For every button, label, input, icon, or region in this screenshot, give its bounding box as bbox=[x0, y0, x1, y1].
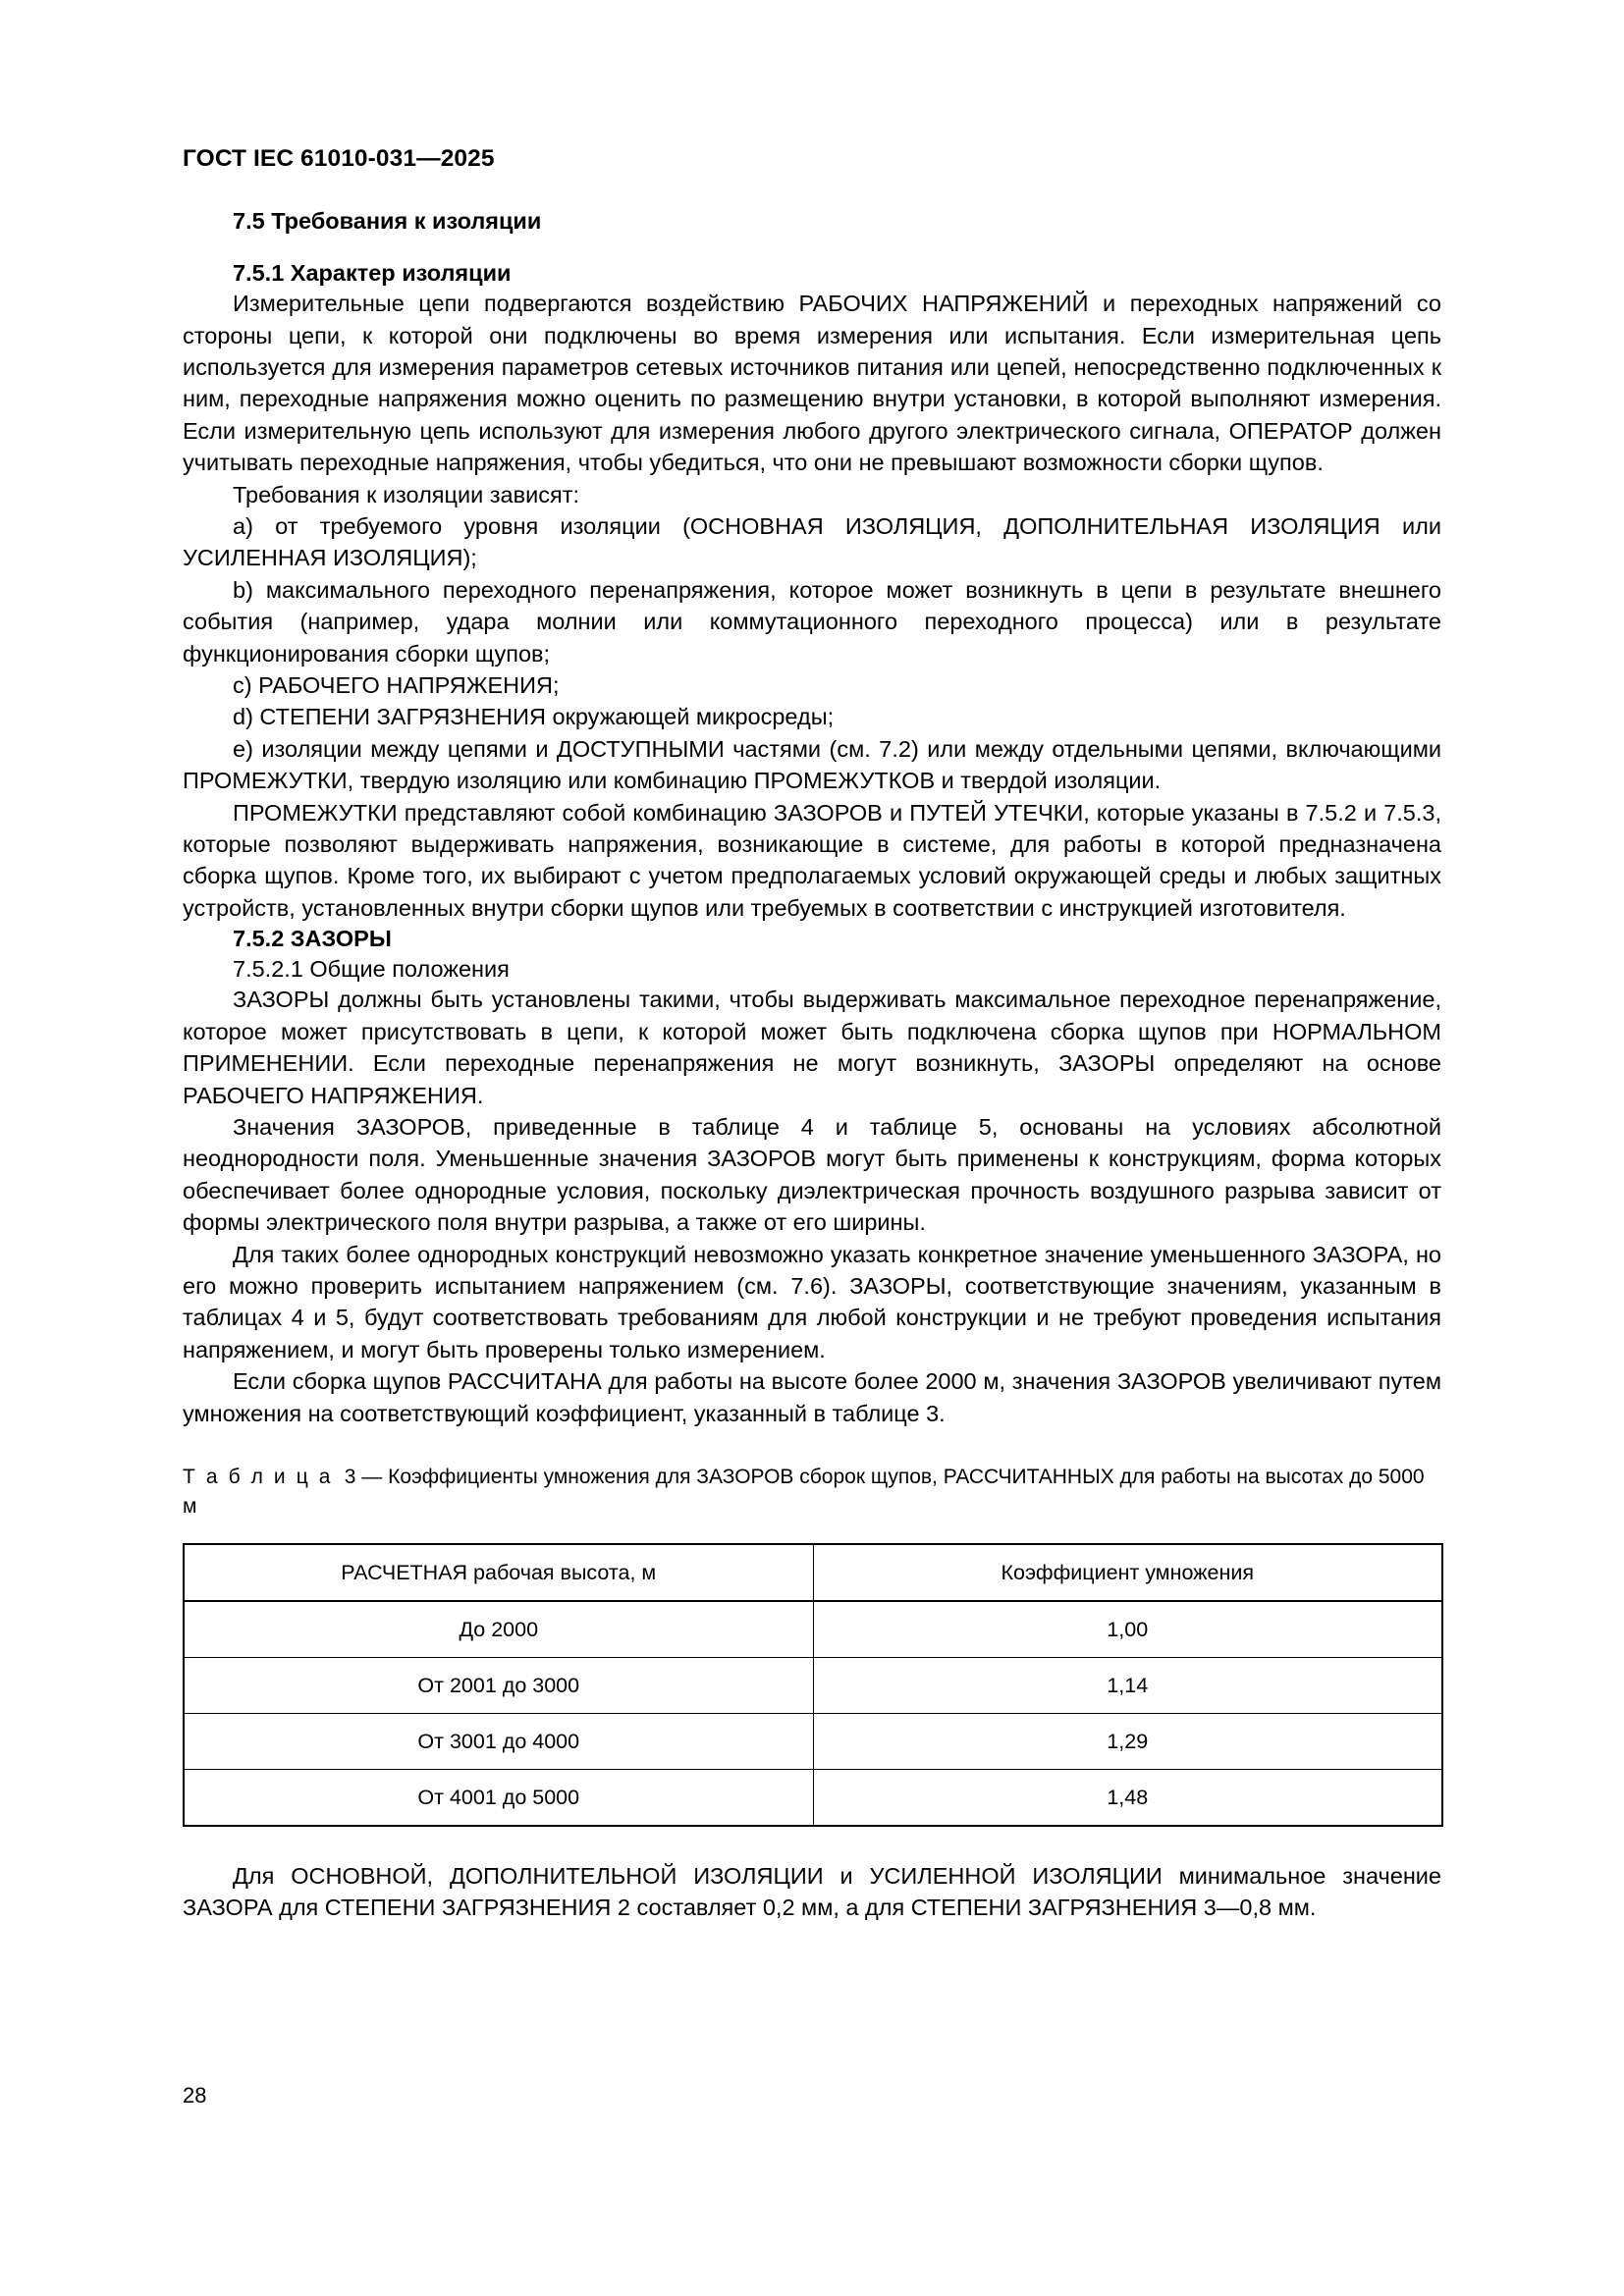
spacer bbox=[183, 237, 1441, 258]
cell-height-range: От 2001 до 3000 bbox=[184, 1658, 813, 1714]
paragraph-altitude-factor: Если сборка щупов РАССЧИТАНА для работы на высоте более 2000 м, значения ЗАЗОРОВ увеличивают путем умножения на соответствующий коэффициент, указанный в таблице 3. bbox=[183, 1368, 1441, 1426]
running-head: ГОСТ IEC 61010-031—2025 bbox=[183, 145, 495, 172]
paragraph-requirements-depend: Требования к изоляции зависят: bbox=[233, 481, 579, 507]
heading-7-5-2-1: 7.5.2.1 Общие положения bbox=[233, 955, 510, 982]
table-caption-text: — Коэффициенты умножения для ЗАЗОРОВ сборок щупов, РАССЧИТАННЫХ для работы на высотах до 5000 м bbox=[183, 1466, 1425, 1518]
list-item-e: e) изоляции между цепями и ДОСТУПНЫМИ частями (см. 7.2) или между отдельными цепями, включающими ПРОМЕЖУТКИ, твердую изоляцию или комбинацию ПРОМЕЖУТКОВ и твердой изоляции. bbox=[183, 735, 1441, 794]
table-caption-number: 3 bbox=[344, 1466, 356, 1488]
table-row bbox=[184, 1658, 1442, 1714]
column-header-height: РАСЧЕТНАЯ рабочая высота, м bbox=[184, 1544, 813, 1601]
table-header-row bbox=[184, 1544, 1442, 1601]
cell-factor: 1,00 bbox=[813, 1601, 1442, 1658]
cell-factor: 1,29 bbox=[813, 1714, 1442, 1770]
table-caption-label: Т а б л и ц а bbox=[183, 1466, 334, 1488]
cell-factor: 1,14 bbox=[813, 1658, 1442, 1714]
paragraph-zazory-values: Значения ЗАЗОРОВ, приведенные в таблице 4 и таблице 5, основаны на условиях абсолютной неоднородности поля. Уменьшенные значения ЗАЗОРОВ могут быть применены к конструкциям, форма которых обеспечивает более однородные условия, поскольку диэлектрическая прочность воздушного разрыва зависит от формы электрического поля внутри разрыва, а также от его ширины. bbox=[183, 1113, 1441, 1236]
spacer-after-table bbox=[183, 1827, 1441, 1860]
cell-height-range: От 3001 до 4000 bbox=[184, 1714, 813, 1770]
spacer-caption-table bbox=[183, 1522, 1441, 1543]
cell-height-range: От 4001 до 5000 bbox=[184, 1770, 813, 1827]
spacer-before-table bbox=[183, 1429, 1441, 1463]
page-content bbox=[183, 206, 1441, 1924]
page-number: 28 bbox=[183, 2083, 207, 2108]
list-item-d: d) СТЕПЕНИ ЗАГРЯЗНЕНИЯ окружающей микросреды; bbox=[233, 704, 835, 730]
heading-7-5: 7.5 Требования к изоляции bbox=[233, 208, 542, 234]
table-multiplication-factors bbox=[183, 1543, 1443, 1827]
list-item-c: c) РАБОЧЕГО НАПРЯЖЕНИЯ; bbox=[233, 671, 560, 698]
paragraph-7-5-1-intro: Измерительные цепи подвергаются воздействию РАБОЧИХ НАПРЯЖЕНИЙ и переходных напряжений со стороны цепи, к которой они подключены во время измерения или испытания. Если измерительная цепь используется для измерения параметров сетевых источников питания или цепей, непосредственно подключенных к ним, переходные напряжения можно оценить по размещению внутри установки, в которой выполняют измерения. Если измерительную цепь используют для измерения любого другого электрического сигнала, ОПЕРАТОР должен учитывать переходные напряжения, чтобы убедиться, что они не превышают возможности сборки щупов. bbox=[183, 291, 1441, 476]
table-row bbox=[184, 1601, 1442, 1658]
heading-7-5-2: 7.5.2 ЗАЗОРЫ bbox=[233, 926, 392, 952]
table-row bbox=[184, 1770, 1442, 1827]
table-3-caption bbox=[183, 1463, 1441, 1522]
paragraph-zazory-general: ЗАЗОРЫ должны быть установлены такими, чтобы выдерживать максимальное переходное перенапряжение, которое может присутствовать в цепи, к которой может быть подключена сборка щупов при НОРМАЛЬНОМ ПРИМЕНЕНИИ. Если переходные перенапряжения не могут возникнуть, ЗАЗОРЫ определяют на основе РАБОЧЕГО НАПРЯЖЕНИЯ. bbox=[183, 987, 1441, 1108]
paragraph-zazory-uniform: Для таких более однородных конструкций невозможно указать конкретное значение уменьшенного ЗАЗОРА, но его можно проверить испытанием напряжением (см. 7.6). ЗАЗОРЫ, соответствующие значениям, указанным в таблицах 4 и 5, будут соответствовать требованиям для любой конструкции и не требуют проведения испытания напряжением, и могут быть проверены только измерением. bbox=[183, 1241, 1441, 1362]
list-item-b: b) максимального переходного перенапряжения, которое может возникнуть в цепи в результате внешнего события (например, удара молнии или коммутационного переходного процесса) или в результате функционирования сборки щупов; bbox=[183, 576, 1441, 667]
paragraph-min-clearance: Для ОСНОВНОЙ, ДОПОЛНИТЕЛЬНОЙ ИЗОЛЯЦИИ и УСИЛЕННОЙ ИЗОЛЯЦИИ минимальное значение ЗАЗОРА для СТЕПЕНИ ЗАГРЯЗНЕНИЯ 2 составляет 0,2 мм, а для СТЕПЕНИ ЗАГРЯЗНЕНИЯ 3—0,8 мм. bbox=[183, 1863, 1441, 1921]
table-row bbox=[184, 1714, 1442, 1770]
paragraph-promezhutki: ПРОМЕЖУТКИ представляют собой комбинацию ЗАЗОРОВ и ПУТЕЙ УТЕЧКИ, которые указаны в 7.5.2 и 7.5.3, которые позволяют выдерживать напряжения, возникающие в системе, для работы в которой предназначена сборка щупов. Кроме того, их выбирают с учетом предполагаемых условий окружающей среды и любых защитных устройств, установленных внутри сборки щупов или требуемых в соответствии с инструкцией изготовителя. bbox=[183, 799, 1441, 921]
column-header-factor: Коэффициент умножения bbox=[813, 1544, 1442, 1601]
cell-factor: 1,48 bbox=[813, 1770, 1442, 1827]
heading-7-5-1: 7.5.1 Характер изоляции bbox=[233, 259, 512, 286]
list-item-a: a) от требуемого уровня изоляции (ОСНОВНАЯ ИЗОЛЯЦИЯ, ДОПОЛНИТЕЛЬНАЯ ИЗОЛЯЦИЯ или УСИЛЕННАЯ ИЗОЛЯЦИЯ); bbox=[183, 512, 1441, 571]
cell-height-range: До 2000 bbox=[184, 1601, 813, 1658]
